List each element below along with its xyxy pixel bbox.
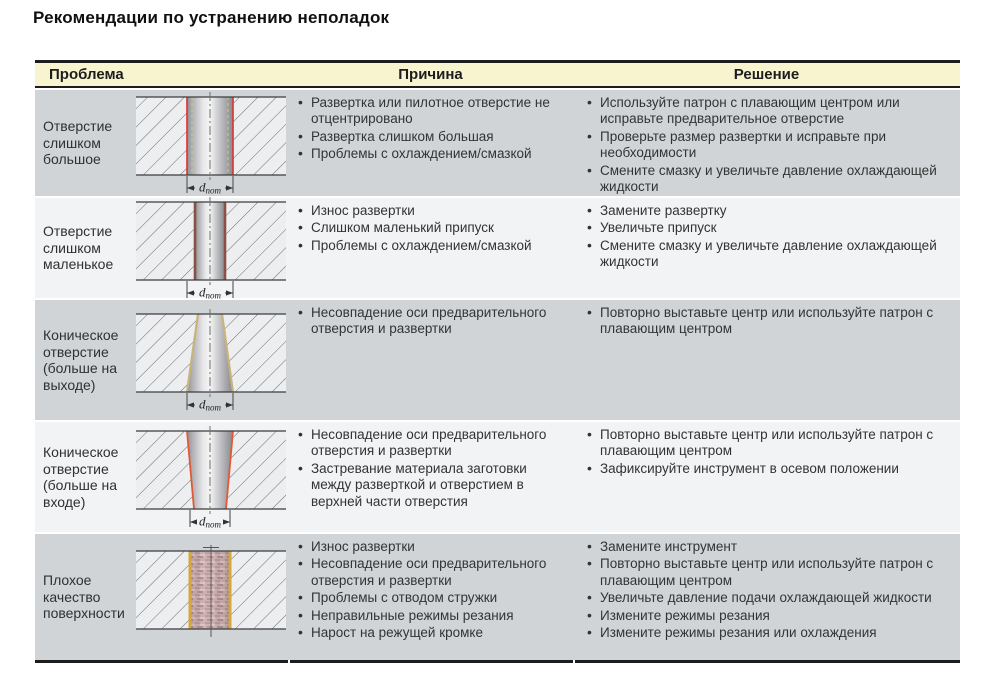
table-header-row — [35, 60, 960, 88]
cause-item: • Несовпадение оси предварительного отверстия и развертки — [298, 556, 563, 589]
solutions-cell — [573, 90, 960, 196]
cause-item: • Износ развертки — [298, 539, 563, 555]
causes-cell — [288, 198, 573, 298]
cause-item: • Проблемы с охлаждением/смазкой — [298, 146, 563, 162]
cause-item: • Слишком маленький припуск — [298, 220, 563, 236]
diagram-taper-entry — [135, 425, 287, 529]
solutions-cell — [573, 198, 960, 298]
cause-item: • Нарост на режущей кромке — [298, 625, 563, 641]
solution-item: • Повторно выставьте центр или используйте патрон с плавающим центром — [587, 305, 956, 338]
diagram-poor-surface — [135, 545, 287, 649]
diagram-hole-undersized — [135, 196, 287, 300]
solution-item: • Повторно выставьте центр или используйте патрон с плавающим центром — [587, 556, 956, 589]
diagram-box — [135, 196, 287, 300]
table-row — [35, 300, 960, 420]
solution-item: • Используйте патрон с плавающим центром или исправьте предварительное отверстие — [587, 95, 956, 128]
solution-item: • Увеличьте давление подачи охлаждающей жидкости — [587, 590, 956, 606]
problem-cell — [35, 90, 288, 196]
diagram-hole-oversized — [135, 91, 287, 195]
causes-list — [298, 95, 569, 163]
problem-label: Коническое отверстие (больше на входе) — [43, 443, 119, 510]
table-row — [35, 90, 960, 196]
diagram-box — [135, 91, 287, 195]
diagram-box — [135, 425, 287, 529]
solutions-cell — [573, 534, 960, 660]
causes-list — [298, 203, 569, 254]
solutions-list — [587, 95, 956, 196]
cause-item: • Несовпадение оси предварительного отверстия и развертки — [298, 305, 563, 338]
cause-item: • Несовпадение оси предварительного отверстия и развертки — [298, 427, 563, 460]
solution-item: • Замените развертку — [587, 203, 956, 219]
causes-cell — [288, 90, 573, 196]
dimension-label: dnom — [199, 284, 221, 300]
causes-cell — [288, 534, 573, 660]
troubleshooting-table — [35, 60, 960, 663]
table-row — [35, 198, 960, 298]
solution-item: • Повторно выставьте центр или используйте патрон с плавающим центром — [587, 427, 956, 460]
solution-item: • Измените режимы резания или охлаждения — [587, 625, 956, 641]
column-header-problem: Проблема — [49, 66, 124, 83]
table-row — [35, 422, 960, 532]
solutions-list — [587, 427, 956, 477]
causes-list — [298, 539, 569, 642]
causes-cell — [288, 422, 573, 532]
dimension-label: dnom — [199, 513, 221, 529]
dimension-label: dnom — [199, 396, 221, 412]
cause-item: • Развертка или пилотное отверстие не отцентрировано — [298, 95, 563, 128]
problem-label: Отверстие слишком большое — [43, 118, 113, 168]
cause-item: • Застревание материала заготовки между разверткой и отверстием в верхней части отверстия — [298, 461, 563, 510]
dimension-label: dnom — [199, 179, 221, 195]
table-body — [35, 90, 960, 660]
problem-cell — [35, 422, 288, 532]
diagram-box — [135, 545, 287, 649]
solution-item: • Проверьте размер развертки и исправьте при необходимости — [587, 129, 956, 162]
column-header-solution: Решение — [733, 66, 800, 83]
solutions-list — [587, 305, 956, 338]
solutions-list — [587, 539, 956, 642]
solution-item: • Смените смазку и увеличьте давление охлаждающей жидкости — [587, 163, 956, 196]
causes-list — [298, 305, 569, 338]
solution-item: • Смените смазку и увеличьте давление охлаждающей жидкости — [587, 238, 956, 271]
table-row — [35, 534, 960, 660]
page-title: Рекомендации по устранению неполадок — [33, 8, 390, 27]
diagram-box — [135, 308, 287, 412]
solutions-cell — [573, 422, 960, 532]
problem-cell — [35, 300, 288, 420]
cause-item: • Проблемы с охлаждением/смазкой — [298, 238, 563, 254]
column-header-cause: Причина — [398, 66, 463, 83]
cause-item: • Износ развертки — [298, 203, 563, 219]
causes-cell — [288, 300, 573, 420]
cause-item: • Проблемы с отводом стружки — [298, 590, 563, 606]
table-bottom-border — [35, 660, 960, 663]
problem-label: Отверстие слишком маленькое — [43, 223, 114, 273]
problem-cell — [35, 198, 288, 298]
problem-cell — [35, 534, 288, 660]
solutions-list — [587, 203, 956, 271]
causes-list — [298, 427, 569, 510]
cause-item: • Неправильные режимы резания — [298, 608, 563, 624]
problem-label: Плохое качество поверхности — [43, 572, 125, 622]
diagram-taper-exit — [135, 308, 287, 412]
solution-item: • Увеличьте припуск — [587, 220, 956, 236]
cause-item: • Развертка слишком большая — [298, 129, 563, 145]
solution-item: • Замените инструмент — [587, 539, 956, 555]
solution-item: • Зафиксируйте инструмент в осевом положении — [587, 461, 956, 477]
problem-label: Коническое отверстие (больше на выходе) — [43, 326, 119, 393]
solutions-cell — [573, 300, 960, 420]
solution-item: • Измените режимы резания — [587, 608, 956, 624]
